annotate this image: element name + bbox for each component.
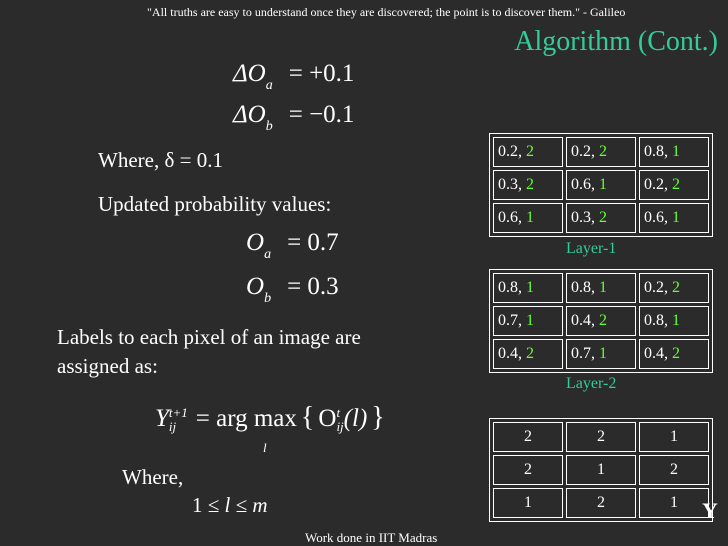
quote-text: "All truths are easy to understand once they are discovered; the point is to discover them." - Galileo	[147, 5, 626, 19]
formula-y: Y	[155, 405, 169, 432]
layer2-cell-label: 1	[672, 312, 680, 329]
formula-o: O	[318, 405, 337, 432]
labels-text-line-1: Labels to each pixel of an image are	[57, 325, 361, 349]
formula-arg: (l)	[343, 405, 368, 432]
layer2-cell-probability: 0.8,	[498, 279, 522, 296]
y-grid-row	[493, 488, 709, 518]
footer-text: Work done in IIT Madras	[305, 530, 438, 545]
delta-ob-rhs: = −0.1	[288, 101, 355, 128]
layer2-cell-probability: 0.7,	[571, 345, 595, 362]
layer2-cell-probability: 0.8,	[571, 279, 595, 296]
ob-lhs: O	[246, 273, 265, 300]
layer1-caption: Layer-1	[566, 240, 617, 257]
y-grid	[489, 418, 713, 522]
y-grid-cell: 2	[639, 455, 709, 485]
layer1-cell-label: 2	[526, 143, 534, 160]
y-grid-cell: 2	[566, 488, 636, 518]
delta-oa-rhs: = +0.1	[288, 60, 355, 87]
layer1-cell	[566, 203, 636, 233]
layer2-cell-probability: 0.7,	[498, 312, 522, 329]
layer1-cell-probability: 0.3,	[498, 176, 522, 193]
y-grid-label: Y	[702, 498, 718, 523]
constraint-mid: ≤	[230, 493, 253, 517]
where-delta-line	[98, 146, 223, 175]
layer1-cell-probability: 0.6,	[571, 176, 595, 193]
label-assignment-formula	[155, 402, 385, 455]
y-grid-cell: 2	[493, 422, 563, 452]
labels-text-line-2: assigned as:	[57, 354, 158, 378]
layer2-cell	[639, 339, 709, 369]
layer2-cell	[493, 273, 563, 303]
delta-value: = 0.1	[179, 148, 223, 172]
formula-o-sub: ij	[336, 419, 344, 435]
formula-y-sub: ij	[168, 419, 177, 435]
where-constraint-prefix: Where,	[122, 465, 184, 489]
layer2-row	[493, 273, 709, 303]
layer2-cell-label: 1	[599, 279, 607, 296]
y-grid-cell: 1	[566, 455, 636, 485]
layer1-cell	[493, 203, 563, 233]
layer2-cell	[493, 306, 563, 336]
layer1-row	[493, 137, 709, 167]
oa-equation	[246, 229, 339, 262]
layer1-cell-probability: 0.3,	[571, 209, 595, 226]
layer2-cell	[566, 339, 636, 369]
delta-oa-lhs: ΔO	[233, 60, 266, 87]
labels-text	[57, 323, 361, 381]
oa-sub: a	[264, 247, 272, 262]
layer2-cell-label: 2	[526, 345, 534, 362]
layer1-row	[493, 170, 709, 200]
layer2-cell-probability: 0.4,	[498, 345, 522, 362]
layer1-cell-label: 1	[599, 176, 607, 193]
layer1-cell-label: 1	[526, 209, 534, 226]
layer1-cell-probability: 0.2,	[644, 176, 668, 193]
layer2-cell-probability: 0.4,	[571, 312, 595, 329]
delta-oa-equation	[233, 60, 355, 93]
layer2-cell	[566, 273, 636, 303]
formula-argmax: = arg max	[195, 405, 297, 432]
layer2-cell-probability: 0.8,	[644, 312, 668, 329]
y-grid-cell: 1	[639, 488, 709, 518]
layer1-cell-probability: 0.2,	[498, 143, 522, 160]
delta-ob-equation	[233, 101, 355, 134]
y-grid-cell: 2	[566, 422, 636, 452]
where-delta-prefix: Where,	[98, 148, 160, 172]
layer2-row	[493, 339, 709, 369]
ob-equation	[246, 273, 339, 306]
layer2-caption: Layer-2	[566, 375, 617, 392]
layer1-row	[493, 203, 709, 233]
formula-max-sub: l	[263, 440, 267, 455]
layer2-cell-label: 2	[599, 312, 607, 329]
layer1-cell-label: 1	[672, 209, 680, 226]
constraint-left: 1 ≤	[192, 493, 225, 517]
formula-y-sup: t+1	[168, 405, 188, 421]
layer2-row	[493, 306, 709, 336]
y-grid-cell: 1	[639, 422, 709, 452]
layer1-cell-label: 2	[599, 143, 607, 160]
layer2-cell-probability: 0.2,	[644, 279, 668, 296]
layer1-cell	[639, 170, 709, 200]
layer1-cell	[639, 203, 709, 233]
layer2-cell-label: 1	[599, 345, 607, 362]
layer2-cell	[493, 339, 563, 369]
layer1-cell-label: 1	[672, 143, 680, 160]
layer1-cell-label: 2	[599, 209, 607, 226]
layer1-cell	[639, 137, 709, 167]
layer1-cell	[493, 137, 563, 167]
layer1-cell-probability: 0.6,	[644, 209, 668, 226]
oa-lhs: O	[246, 229, 265, 256]
layer2-cell-label: 1	[526, 279, 534, 296]
layer1-cell-probability: 0.6,	[498, 209, 522, 226]
delta-ob-lhs: ΔO	[233, 101, 266, 128]
layer2-cell-label: 2	[672, 345, 680, 362]
constraint-line	[192, 491, 268, 520]
formula-lbrace: {	[300, 402, 315, 433]
layer1-cell-probability: 0.2,	[571, 143, 595, 160]
layer2-cell	[566, 306, 636, 336]
y-grid-cell: 2	[493, 455, 563, 485]
layer2-cell-probability: 0.4,	[644, 345, 668, 362]
updated-prob-label: Updated probability values:	[98, 192, 332, 216]
formula-o-sup: t	[336, 405, 341, 421]
y-grid-cell: 1	[493, 488, 563, 518]
layer2-cell-label: 2	[672, 279, 680, 296]
layer1-cell-probability: 0.8,	[644, 143, 668, 160]
layer1-cell-label: 2	[672, 176, 680, 193]
layer2-cell	[639, 306, 709, 336]
formula-rbrace: }	[371, 402, 385, 433]
ob-rhs: = 0.3	[287, 273, 339, 300]
y-grid-row	[493, 455, 709, 485]
delta-ob-sub: b	[265, 119, 273, 134]
layer1-cell	[493, 170, 563, 200]
layer1-grid	[489, 133, 713, 237]
layer1-cell	[566, 137, 636, 167]
slide-title: Algorithm (Cont.)	[514, 26, 718, 57]
layer2-cell	[639, 273, 709, 303]
layer1-cell	[566, 170, 636, 200]
ob-sub: b	[264, 291, 272, 306]
delta-oa-sub: a	[265, 78, 273, 93]
y-grid-row	[493, 422, 709, 452]
oa-rhs: = 0.7	[287, 229, 339, 256]
layer2-cell-label: 1	[526, 312, 534, 329]
delta-symbol: δ	[164, 148, 175, 172]
layer1-cell-label: 2	[526, 176, 534, 193]
constraint-right: m	[252, 493, 268, 517]
constraint-var: l	[224, 493, 231, 517]
layer2-grid	[489, 269, 713, 373]
